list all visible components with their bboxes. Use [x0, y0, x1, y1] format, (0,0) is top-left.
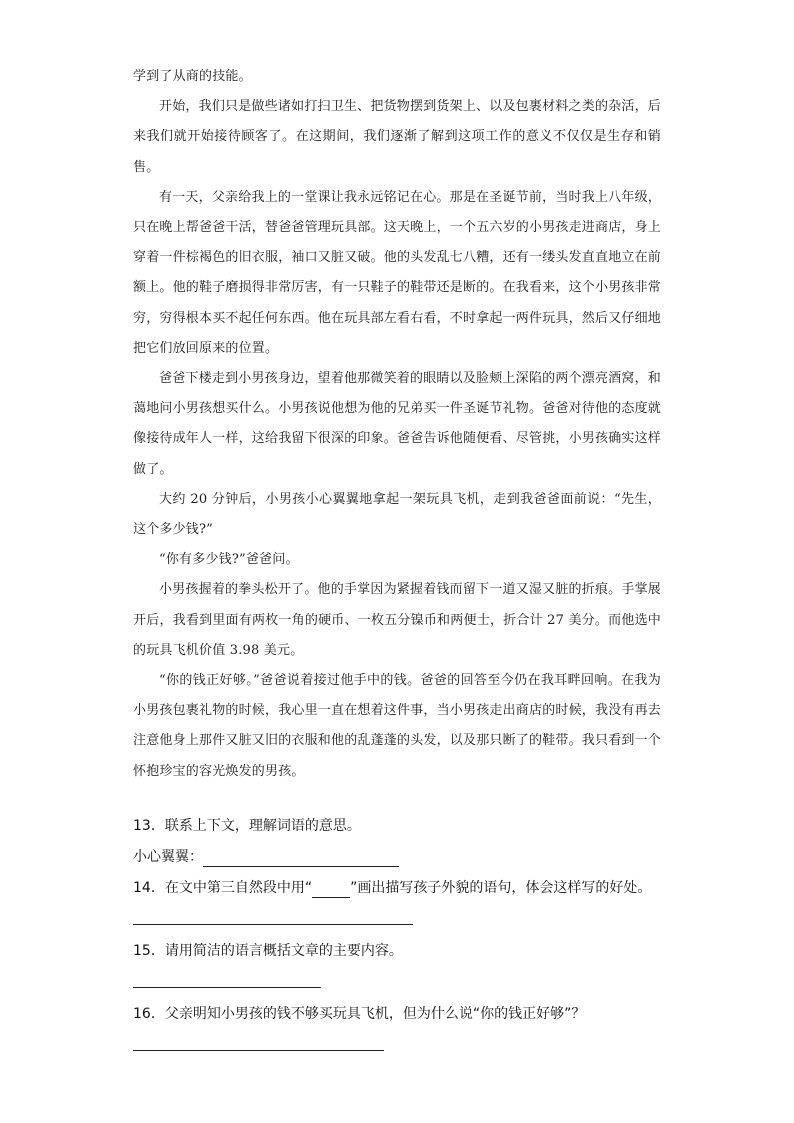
question-16: 16．父亲明知小男孩的钱不够买玩具飞机，但为什么说“你的钱正好够”？	[133, 1006, 586, 1022]
question-14-prefix: 14．在文中第三自然段中用“	[133, 880, 313, 896]
answer-line-14[interactable]	[133, 924, 413, 925]
answer-line-16[interactable]	[133, 1050, 384, 1051]
passage-paragraph-8: “你的钱正好够。”爸爸说着接过他手中的钱。爸爸的回答至今仍在我耳畔回响。在我为小男孩包裹礼物的时候，我心里一直在想着这件事，当小男孩走出商店的时候，我没有再去注意他身上那件又脏又旧的衣服和他的乱蓬蓬的头发，以及那只断了的鞋带。我只看到一个怀抱珍宝的容光焕发的男孩。	[133, 673, 662, 779]
answer-line-15[interactable]	[133, 987, 321, 988]
passage-paragraph-6: “你有多少钱?”爸爸问。	[159, 552, 299, 568]
answer-blank-13[interactable]	[203, 850, 399, 867]
passage-paragraph-1: 学到了从商的技能。	[133, 69, 252, 84]
passage-paragraph-3: 有一天，父亲给我上的一堂课让我永远铭记在心。那是在圣诞节前，当时我上八年级，只在晚上帮爸爸干活，替爸爸管理玩具部。这天晚上，一个五六岁的小男孩走进商店，身上穿着一件棕褐色的旧衣服，袖口又脏又破。他的头发乱七八糟，还有一缕头发直直地立在前额上。他的鞋子磨损得非常厉害，有一只鞋子的鞋带还是断的。在我看来，这个小男孩非常穷，穷得根本买不起任何东西。他在玩具部左看右看，不时拿起一两件玩具，然后又仔细地把它们放回原来的位置。	[133, 189, 662, 356]
question-14-suffix: ”画出描写孩子外貌的语句，体会这样写的好处。	[350, 880, 652, 896]
question-15: 15．请用简洁的语言概括文章的主要内容。	[133, 943, 403, 959]
passage-paragraph-7: 小男孩握着的拳头松开了。他的手掌因为紧握着钱而留下一道又湿又脏的折痕。手掌展开后，我看到里面有两枚一角的硬币、一枚五分镍币和两便士，折合计 27 美分。而他选中的玩具飞机价值 3.98 美元。	[133, 582, 661, 658]
question-13-term-row	[133, 847, 399, 867]
passage-paragraph-4: 爸爸下楼走到小男孩身边，望着他那微笑着的眼睛以及脸颊上深陷的两个漂亮酒窝，和蔼地问小男孩想买什么。小男孩说他想为他的兄弟买一件圣诞节礼物。爸爸对待他的态度就像接待成年人一样，这给我留下很深的印象。爸爸告诉他随便看、尽管挑，小男孩确实这样做了。	[133, 371, 662, 477]
underline-marker	[312, 881, 350, 898]
passage-paragraph-5: 大约 20 分钟后，小男孩小心翼翼地拿起一架玩具飞机，走到我爸爸面前说：“先生，这个多少钱?”	[133, 491, 661, 538]
question-13-term: 小心翼翼：	[133, 849, 203, 865]
question-14	[133, 878, 651, 898]
passage-paragraph-2: 开始，我们只是做些诸如打扫卫生、把货物摆到货架上、以及包裹材料之类的杂活，后来我们就开始接待顾客了。在这期间，我们逐渐了解到这项工作的意义不仅仅是生存和销售。	[133, 99, 661, 175]
question-13: 13．联系上下文，理解词语的意思。	[133, 818, 361, 834]
reading-passage	[133, 62, 661, 787]
